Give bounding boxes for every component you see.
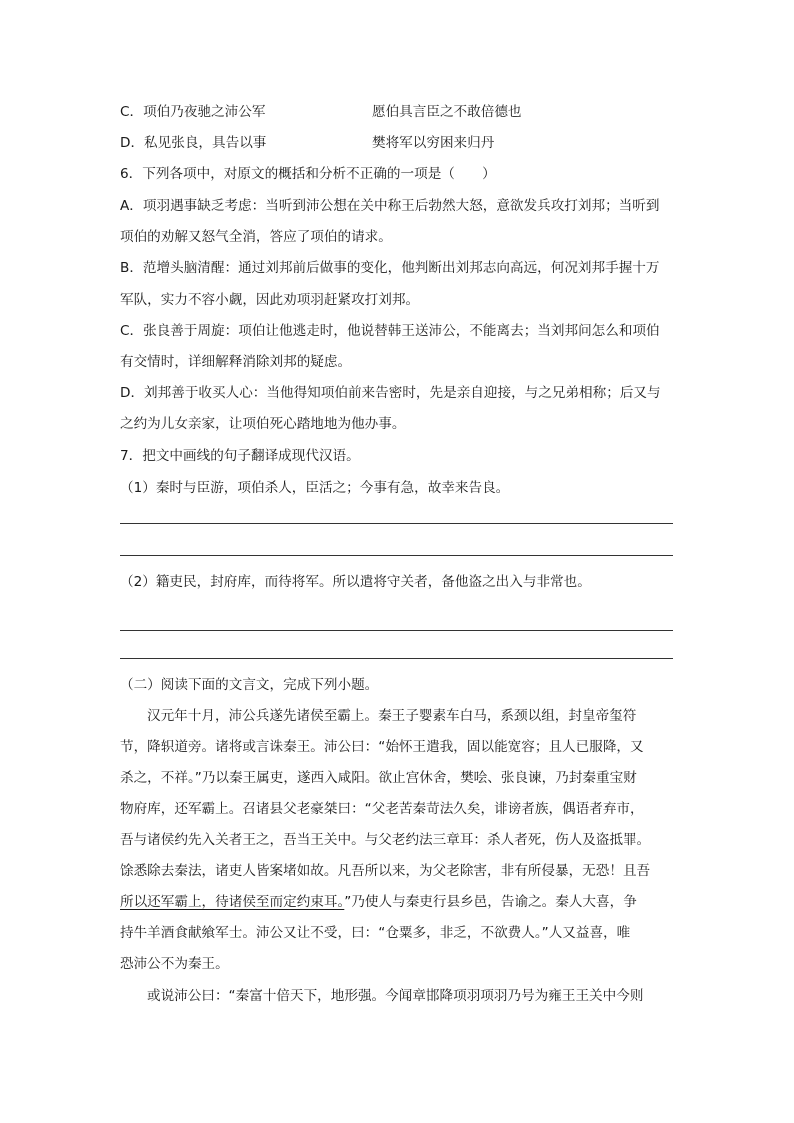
q6-option-d-line2: 之约为儿女亲家，让项伯死心踏地地为他办事。 xyxy=(120,416,406,432)
passage-text: ”乃使人与秦吏行县乡邑，告谕之。秦人大喜，争 xyxy=(344,894,637,910)
passage-line: 汉元年十月，沛公兵遂先诸侯至霸上。秦王子婴素车白马，系颈以组，封皇帝玺符 xyxy=(147,708,637,724)
underlined-sentence: 所以还军霸上，待诸侯至而定约束耳。 xyxy=(120,894,345,910)
q5-option-d-left: D．私见张良，具告以事 xyxy=(120,135,267,151)
q6-stem: 6．下列各项中，对原文的概括和分析不正确的一项是（ ） xyxy=(120,166,496,182)
q7-sentence-1: （1）秦时与臣游，项伯杀人，臣活之；今事有急，故幸来告良。 xyxy=(120,480,510,496)
passage-line xyxy=(120,892,672,912)
passage-line: 持牛羊酒食献飨军士。沛公又让不受，曰：“仓粟多，非乏，不欲费人。”人又益喜，唯 xyxy=(120,925,631,941)
passage-line: 节，降轵道旁。诸将或言诛秦王。沛公曰：“始怀王遣我，固以能宽容；且人已服降，又 xyxy=(120,739,644,755)
q6-option-c-line1: C．张良善于周旋：项伯让他逃走时，他说替韩王送沛公，不能离去；当刘邦问怎么和项伯 xyxy=(120,323,660,339)
section-2-heading: （二）阅读下面的文言文，完成下列小题。 xyxy=(120,677,379,693)
q7-sentence-2: （2）籍吏民，封府库，而待将军。所以遣将守关者，备他盗之出入与非常也。 xyxy=(120,574,591,590)
passage-line: 恐沛公不为秦王。 xyxy=(120,956,229,972)
q6-option-a-line1: A．项羽遇事缺乏考虑：当听到沛公想在关中称王后勃然大怒，意欲发兵攻打刘邦；当听到 xyxy=(120,198,660,214)
q6-option-c-line2: 有交情时，详细解释消除刘邦的疑虑。 xyxy=(120,354,352,370)
passage-line: 吾与诸侯约先入关者王之，吾当王关中。与父老约法三章耳：杀人者死，伤人及盗抵罪。 xyxy=(120,832,651,848)
q6-option-a-line2: 项伯的劝解又怒气全消，答应了项伯的请求。 xyxy=(120,229,392,245)
answer-line xyxy=(120,523,673,524)
q7-stem: 7．把文中画线的句子翻译成现代汉语。 xyxy=(120,448,360,464)
q5-option-c-left: C．项伯乃夜驰之沛公军 xyxy=(120,104,266,120)
q6-option-d-line1: D．刘邦善于收买人心：当他得知项伯前来告密时，先是亲自迎接，与之兄弟相称；后又与 xyxy=(120,385,661,401)
q6-option-b-line1: B．范增头脑清醒：通过刘邦前后做事的变化，他判断出刘邦志向高远，何况刘邦手握十万 xyxy=(120,260,660,276)
answer-line xyxy=(120,555,673,556)
q6-option-b-line2: 军队，实力不容小觑，因此劝项羽赶紧攻打刘邦。 xyxy=(120,292,420,308)
q5-option-c-right: 愿伯具言臣之不敢倍德也 xyxy=(372,104,522,120)
passage-line: 物府库，还军霸上。召诸县父老豪桀曰：“父老苦秦苛法久矣，诽谤者族，偶语者弃市， xyxy=(120,801,644,817)
passage-line: 或说沛公曰：“秦富十倍天下，地形强。今闻章邯降项羽项羽乃号为雍王王关中今则 xyxy=(147,988,644,1004)
answer-line xyxy=(120,630,673,631)
q5-option-d-right: 樊将军以穷困来归丹 xyxy=(372,135,495,151)
passage-line: 杀之，不祥。”乃以秦王属吏，遂西入咸阳。欲止宫休舍，樊哙、张良谏，乃封秦重宝财 xyxy=(120,770,637,786)
answer-line xyxy=(120,658,673,659)
passage-line: 馀悉除去秦法，诸吏人皆案堵如故。凡吾所以来，为父老除害，非有所侵暴，无恐！且吾 xyxy=(120,863,651,879)
